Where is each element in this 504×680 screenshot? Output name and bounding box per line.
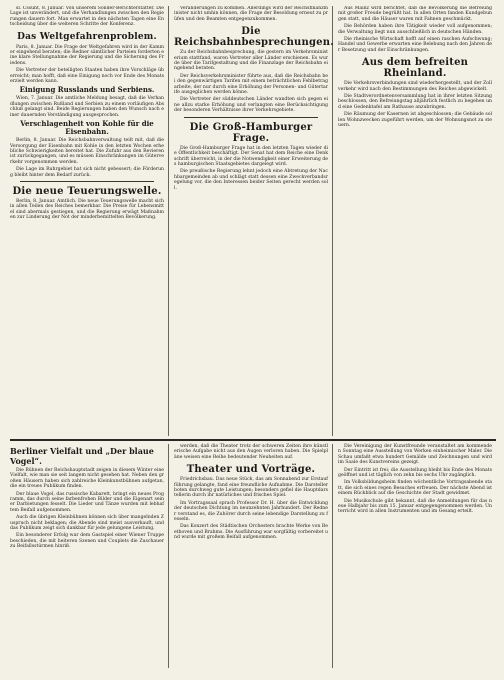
article-paragraph: Die Musikschule gibt bekannt, daß die Anmeldungen für das neue Halbjahr bis zum 15. Januar entgegengenommen werden. Unterricht wird in allen Instrumenten und im Gesang erteilt. bbox=[338, 498, 492, 515]
section-heading: Einigung Russlands und Serbiens. bbox=[19, 85, 155, 95]
article-paragraph: Die Verkehrsverbindungen sind wiederhergestellt, und der Zollverkehr wird nach den Bestimmungen des Reiches abgewickelt. bbox=[338, 81, 492, 92]
article-paragraph: Die Stadtverordnetenversammlung hat in ihrer letzten Sitzung beschlossen, den Befreiungstag alljährlich festlich zu begehen und eine Gedenktafel am Rathause anzubringen. bbox=[338, 94, 492, 110]
section-heading: Die neue Teuerungswelle. bbox=[12, 185, 162, 197]
article-paragraph: Wien, 7. Januar. Die amtliche Meldung besagt, daß die Verhandlungen zwischen Rußland und Serbien zu einem vorläufigen Abschluß gelangt sind. Beide Regierungen haben den Wunsch nach einer dauernden Verständigung ausgesprochen. bbox=[10, 96, 164, 118]
article-paragraph: Die Bühnen der Reichshauptstadt zeigen in diesem Winter eine Vielfalt, wie man sie seit langem nicht gesehen hat. Neben den großen Häusern haben sich zahlreiche Kleinkunstbühnen aufgetan, die ein treues Publikum finden. bbox=[10, 468, 164, 490]
article-paragraph: Zu der Reichsbahnbesprechung, die gestern im Verkehrsministerium stattfand, waren Vertreter aller Länder erschienen. Es wurde über die Tarifgestaltung und die Finanzlage der Reichsbahn eingehend beraten. bbox=[174, 50, 328, 72]
article-paragraph: Die preußische Regierung lehnt jedoch eine Abtretung der Nachbargemeinden ab und schlägt statt dessen eine Zweckverbandsregelung vor, die den Interessen beider Seiten gerecht werden soll. bbox=[174, 169, 328, 191]
divider bbox=[184, 117, 318, 118]
article-paragraph: Das Konzert des Städtischen Orchesters brachte Werke von Beethoven und Brahms. Die Ausführung war sorgfältig vorbereitet und wurde mit großem Beifall aufgenommen. bbox=[174, 524, 328, 541]
article-paragraph: Auch die übrigen Kleinbühnen können sich über mangelnden Zuspruch nicht beklagen; die Abende sind meist ausverkauft, und das Publikum zeigt sich dankbar für jede gelungene Leistung. bbox=[10, 515, 164, 532]
article-paragraph: Die Vereinigung der Kunstfreunde veranstaltet am kommenden Sonntag eine Ausstellung von Werken einheimischer Maler. Die Schau umfaßt etwa hundert Gemälde und Zeichnungen und wird im Saale des Kunstvereins gezeigt. bbox=[338, 444, 492, 466]
article-paragraph: Die Lage im Ruhrgebiet hat sich nicht gebessert; die Förderung bleibt hinter dem Bedarf zurück. bbox=[10, 167, 164, 178]
section-heading: Die Reichsbahnbesprechungen. bbox=[174, 26, 334, 49]
article-paragraph: Berlin, 8. Januar. Die Reichsbahnverwaltung teilt mit, daß die Versorgung der Eisenbahn mit Kohle in den letzten Wochen erhebliche Schwierigkeiten bereitet hat. Die Zufuhr aus den Revieren ist zurückgegangen, und es müssen Einschränkungen im Güterverkehr vorgenommen werden. bbox=[10, 138, 164, 165]
article-paragraph: Die Vertreter der süddeutschen Länder wandten sich gegen eine allzu starke Erhöhung und verlangten eine Berücksichtigung der besonderen Verhältnisse ihrer Verkehrsgebiete. bbox=[174, 97, 328, 114]
bottom-section bbox=[10, 439, 496, 668]
top-column-3 bbox=[338, 6, 496, 436]
top-column-1 bbox=[10, 6, 169, 436]
article-paragraph: Im Vortragssaal sprach Professor Dr. H. über die Entwicklung der deutschen Dichtung im neunzehnten Jahrhundert. Der Redner verstand es, die Zuhörer durch seine lebendige Darstellung zu fesseln. bbox=[174, 500, 328, 523]
article-paragraph: Die Behörden haben ihre Tätigkeit wieder voll aufgenommen; die Verwaltung liegt nun ausschließlich in deutschen Händen. bbox=[338, 24, 492, 35]
feuilleton-heading: Berliner Vielfalt und „Der blaue Vogel“. bbox=[10, 446, 154, 466]
section-heading: Das Weltgefahrenproblem. bbox=[17, 31, 157, 42]
section-heading: Die Groß-Hamburger Frage. bbox=[189, 121, 313, 144]
article-paragraph: Im Volksbildungsheim finden wöchentliche Vortragsabende statt, die sich eines regen Besuches erfreuen. Der nächste Abend ist einem Rückblick auf die Geschichte der Stadt gewidmet. bbox=[338, 480, 492, 497]
article-paragraph: Paris, 8. Januar. Die Frage der Weltgefahren wird in der Kammer eingehend beraten; die Redner sämtlicher Parteien forderten eine klare Stellungnahme der Regierung und die Sicherung des Friedens. bbox=[10, 44, 164, 66]
bottom-column-1 bbox=[10, 444, 169, 668]
article-paragraph: Ein besonderer Erfolg war dem Gastspiel einer Wiener Truppe beschieden, die mit heiteren Szenen und Couplets die Zuschauer zu Beifallsstürmen hinriß. bbox=[10, 533, 164, 550]
article-paragraph: Der Eintritt ist frei; die Ausstellung bleibt bis Ende des Monats geöffnet und ist täglich von zehn bis sechs Uhr zugänglich. bbox=[338, 467, 492, 479]
article-paragraph: Aus Mainz wird berichtet, daß die Bevölkerung die Befreiung mit großer Freude begrüßt hat. In allen Orten fanden Kundgebungen statt, und die Häuser waren mit Fahnen geschmückt. bbox=[338, 6, 492, 22]
article-paragraph: Die Räumung der Kasernen ist abgeschlossen; die Gebäude sollen Wohnzwecken zugeführt werden, um der Wohnungsnot zu steuern. bbox=[338, 112, 492, 129]
article-paragraph: Die Vertreter der beteiligten Staaten haben ihre Vorschläge überreicht; man hofft, daß eine Einigung noch vor Ende des Monats erzielt werden kann. bbox=[10, 68, 164, 85]
article-paragraph: Berlin, 8. Januar. Amtlich. Die neue Teuerungswelle macht sich in allen Teilen des Reiches bemerkbar. Die Preise für Lebensmittel sind abermals gestiegen, und die Regierung erwägt Maßnahmen zur Linderung der Not der minderbemittelten Bevölkerung. bbox=[10, 198, 164, 221]
article-paragraph: Veränderungen zu kommen. Allerdings wird der Reichsfinanzminister nicht umhin können, die Frage der Besoldung erneut zu prüfen und den Beamten entgegenzukommen. bbox=[174, 6, 328, 22]
article-paragraph: Die Groß-Hamburger Frage hat in den letzten Tagen wieder die Öffentlichkeit beschäftigt. Der Senat hat dem Reiche eine Denkschrift überreicht, in der die Notwendigkeit einer Erweiterung des hamburgischen Staatsgebietes dargelegt wird. bbox=[174, 145, 328, 167]
bottom-column-2 bbox=[174, 444, 333, 668]
section-heading: Aus dem befreiten Rheinland. bbox=[361, 57, 469, 80]
top-section bbox=[10, 6, 496, 436]
section-heading: Verschlagenheit von Kohle für die Eisenbahn. bbox=[20, 119, 154, 137]
article-paragraph: Friedrichsbau. Das neue Stück, das am Sonnabend zur Erstaufführung gelangte, fand eine freundliche Aufnahme. Die Darsteller boten durchweg gute Leistungen; besonders gefiel die Hauptdarstellerin durch ihr natürliches und frisches Spiel. bbox=[174, 477, 328, 499]
article-paragraph: Der Reichsverkehrsminister führte aus, daß die Reichsbahn bei den gegenwärtigen Tarifen mit einem beträchtlichen Fehlbetrag arbeite, der nur durch eine Erhöhung der Personen- und Gütertarife ausgeglichen werden könne. bbox=[174, 73, 328, 96]
divider bbox=[20, 181, 154, 182]
section-heading: Theater und Vorträge. bbox=[186, 464, 316, 476]
top-column-2 bbox=[174, 6, 333, 436]
article-paragraph: Der blaue Vogel, das russische Kabarett, bringt ein neues Programm, das durch seine farbenfrohen Bilder und die Eigenart seiner Darbietungen fesselt. Die Lieder und Tänze wurden mit lebhaftem Beifall aufgenommen. bbox=[10, 491, 164, 513]
article-paragraph: Die rheinische Wirtschaft hofft auf einen raschen Aufschwung; Handel und Gewerbe erwarten eine Belebung nach den Jahren der Besetzung und der Einschränkungen. bbox=[338, 37, 492, 53]
article-paragraph: sl. Cssunt, 8. Januar. Von unserem Sonder-Berichterstatter. Die Lage ist unverändert, und die Verhandlungen zwischen den Regierungen dauern fort. Man erwartet in den nächsten Tagen eine Entscheidung über die weiteren Schritte der Konferenz. bbox=[10, 6, 164, 28]
bottom-column-3 bbox=[338, 444, 496, 668]
article-paragraph: werden, daß die Theater trotz der schweren Zeiten ihre künstlerische Aufgabe nicht aus den Augen verloren haben. Die Spielpläne weisen eine Reihe bedeutender Neuheiten auf. bbox=[174, 444, 328, 460]
